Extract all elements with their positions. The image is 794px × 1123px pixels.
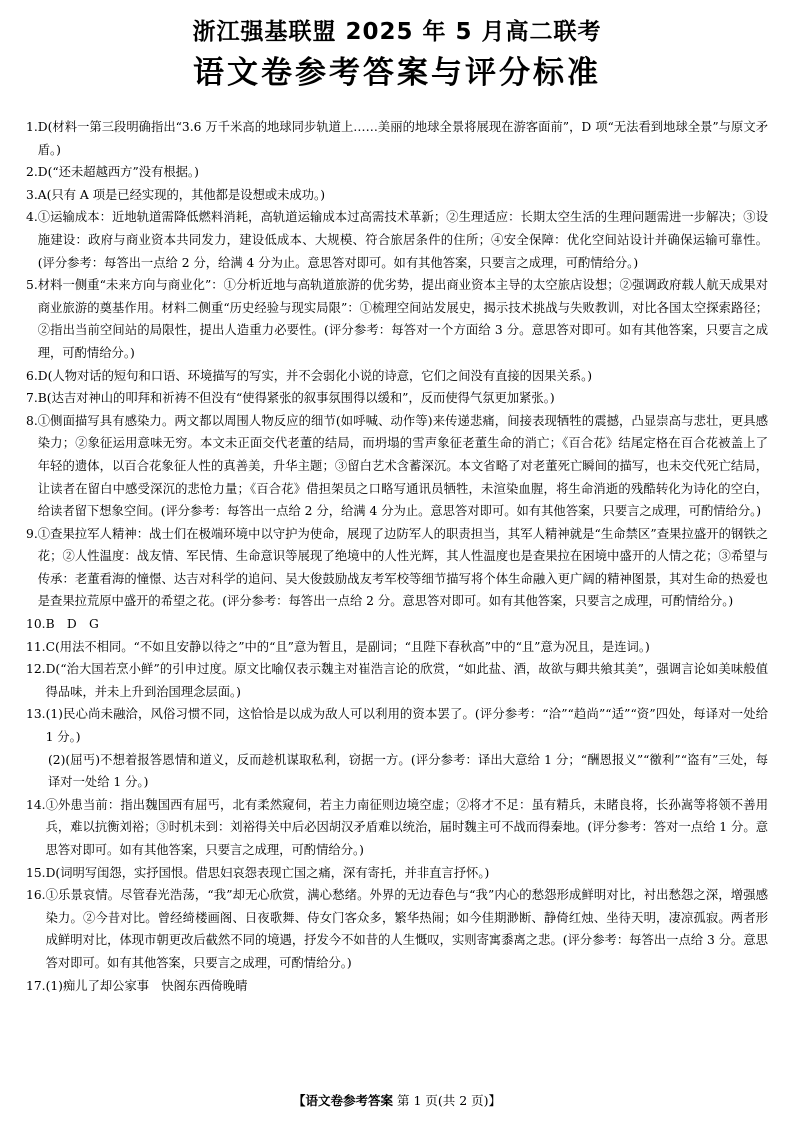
- answer-item: [26, 523, 768, 613]
- item-text: (1)痴儿了却公家事 快阁东西倚晚晴: [45, 978, 248, 993]
- item-number: 15.: [26, 865, 46, 880]
- document-subtitle: 语文卷参考答案与评分标准: [193, 55, 601, 91]
- item-number: 6.: [26, 368, 38, 383]
- page-footer: [0, 1091, 794, 1109]
- footer-page-number: 第 1 页(共 2 页)】: [396, 1093, 502, 1108]
- item-text: (2)(屈丐)不想着报答恩情和道义，反而趁机谋取私利，窃据一方。(评分参考：译出大意给 1 分；“酬恩报义”“徼利”“盗有”三处，每译对一处给 1 分。): [48, 752, 768, 790]
- item-number: 7.: [26, 391, 38, 406]
- item-number: 13.: [26, 707, 46, 722]
- item-number: 16.: [26, 888, 46, 903]
- exam-title: 浙江强基联盟 2025 年 5 月高二联考: [192, 19, 602, 45]
- answer-item: [26, 613, 768, 636]
- answer-list: [26, 116, 768, 997]
- item-number: 4.: [26, 210, 38, 225]
- item-text: D(材料一第三段明确指出“3.6 万千米高的地球同步轨道上……美丽的地球全景将展现在游客面前”，D 项“无法看到地球全景”与原文矛盾。): [37, 120, 768, 157]
- answer-item: [26, 387, 768, 410]
- item-text: ①外患当前：指出魏国西有屈丐，北有柔然窥伺，若主力南征则边境空虚；②将才不足：虽有精兵，未睹良将，长孙嵩等将领不善用兵，难以抗衡刘裕；③时机未到：刘裕得关中后必因胡汉矛盾难以统治，届时魏主可不战而得秦地。(评分参考：答对一点给 1 分。意思答对即可。如有其他答案，只要言之成理，可酌情给分。): [45, 797, 768, 857]
- item-number: 12.: [26, 662, 46, 677]
- item-text: ①查果拉军人精神：战士们在极端环境中以守护为使命，展现了边防军人的职责担当，其军人精神就是“生命禁区”查果拉盛开的钢铁之花；②人性温度：战友情、军民情、生命意识等展现了绝境中的人性光辉，其人性温度也是查果拉在困境中盛开的人情之花；③希望与传承：老董看海的憧憬、达吉对科学的追问、吴大俊鼓励战友考军校等细节描写将个体生命融入更广阔的精神图景，其对生命的热爱也是查果拉荒原中盛开的希望之花。(评分参考：每答出一点给 2 分。意思答对即可。如有其他答案，只要言之成理，可酌情给分。): [37, 526, 768, 609]
- answer-item: [26, 658, 768, 703]
- item-number: 17.: [26, 978, 46, 993]
- item-text: D(人物对话的短句和口语、环境描写的写实，并不会弱化小说的诗意，它们之间没有直接的因果关系。): [37, 368, 593, 383]
- item-number: 5.: [26, 278, 38, 293]
- item-text: D(“治大国若烹小鲜”的引申过度。原文比喻仅表示魏主对崔浩言论的欣赏，“如此盐、酒，故欲与卿共飨其美”，强调言论如美味般值得品味，并未上升到治国理念层面。): [45, 662, 768, 699]
- answer-item: [26, 862, 768, 885]
- answer-item: [26, 410, 768, 523]
- answer-item: [26, 636, 768, 659]
- item-number: 2.: [26, 165, 38, 180]
- answer-item: [26, 884, 768, 974]
- answer-item: [26, 116, 768, 161]
- item-text: D(“还未超越西方”没有根据。): [37, 165, 199, 180]
- item-text: (1)民心尚未融洽，风俗习惯不同，这恰恰是以成为敌人可以利用的资本罢了。(评分参考：“洽”“趋尚”“适”“资”四处，每译对一处给 1 分。): [45, 707, 768, 745]
- answer-subitem: [26, 749, 768, 794]
- item-text: 材料一侧重“未来方向与商业化”：①分析近地与高轨道旅游的优劣势，提出商业资本主导的太空旅店设想；②强调政府载人航天成果对商业旅游的奠基作用。材料二侧重“历史经验与现实局限”：①梳理空间站发展史，揭示技术挑战与失败教训，对比各国太空探索路径；②指出当前空间站的局限性，提出人造重力必要性。(评分参考：每答对一个方面给 3 分。意思答对即可。如有其他答案，只要言之成理，可酌情给分。): [37, 278, 768, 360]
- item-text: B D G: [45, 617, 99, 632]
- footer-label: 【语文卷参考答案: [292, 1093, 393, 1108]
- item-text: B(达吉对神山的叩拜和祈祷不但没有“使得紧张的叙事氛围得以缓和”，反而使得气氛更加紧张。): [37, 391, 555, 406]
- answer-item: [26, 794, 768, 862]
- answer-item: [26, 206, 768, 274]
- answer-item: [26, 184, 768, 207]
- answer-item: [26, 703, 768, 748]
- item-number: 3.: [26, 187, 38, 202]
- item-number: 14.: [26, 797, 46, 812]
- item-text: A(只有 A 项是已经实现的，其他都是设想或未成功。): [37, 187, 325, 202]
- item-text: C(用法不相同。“不如且安静以待之”中的“且”意为暂且，是副词；“且陛下春秋高”中的“且”意为况且，是连词。): [45, 639, 650, 654]
- item-text: ①运输成本：近地轨道需降低燃料消耗，高轨道运输成本过高需技术革新；②生理适应：长期太空生活的生理问题需进一步解决；③设施建设：政府与商业资本共同发力，建设低成本、大规模、符合旅居条件的住所；④安全保障：优化空间站设计并确保运输可靠性。(评分参考：每答出一点给 2 分，给满 4 分为止。意思答对即可。如有其他答案，只要言之成理，可酌情给分。): [37, 210, 768, 270]
- answer-item: [26, 274, 768, 364]
- item-text: ①侧面描写具有感染力。两文都以周围人物反应的细节(如呼喊、动作等)来传递悲痛，间接表现牺牲的震撼，凸显崇高与悲壮，更具感染力；②象征运用意味无穷。本文未正面交代老董的结局，而坍塌的雪声象征老董生命的消亡；《百合花》结尾定格在百合花被盖上了年轻的遗体，以百合花象征人性的真善美，升华主题；③留白艺术含蓄深沉。本文省略了对老董死亡瞬间的描写，也未交代死亡结局，让读者在留白中感受深沉的悲怆力量；《百合花》借担架员之口略写通讯员牺牲，未渲染血腥，将生命消逝的残酷转化为诗化的空白，给读者留下想象空间。(评分参考：每答出一点给 2 分，给满 4 分为止。意思答对即可。如有其他答案，只要言之成理，可酌情给分。): [37, 413, 768, 519]
- item-text: D(词明写闺怨，实抒国恨。借思妇哀怨表现亡国之痛，深有寄托，并非直言抒怀。): [45, 865, 490, 880]
- item-number: 8.: [26, 413, 38, 428]
- answer-item: [26, 975, 768, 998]
- item-text: ①乐景哀情。尽管春光浩荡，“我”却无心欣赏，满心愁绪。外界的无边春色与“我”内心的愁怨形成鲜明对比，衬出愁怨之深，增强感染力。②今昔对比。曾经绮楼画阁、日夜歌舞、侍女门客众多，繁华热闹；如今佳期渺断、静倚红烛、坐待天明，凄凉孤寂。两者形成鲜明对比，体现市朝更改后截然不同的境遇，抒发今不如昔的人生慨叹，实则寄寓黍离之悲。(评分参考：每答出一点给 3 分。意思答对即可。如有其他答案，只要言之成理，可酌情给分。): [45, 888, 768, 970]
- item-number: 1.: [26, 120, 38, 134]
- item-number: 11.: [26, 639, 46, 654]
- item-number: 10.: [26, 617, 46, 632]
- answer-item: [26, 161, 768, 184]
- item-number: 9.: [26, 526, 38, 541]
- answer-item: [26, 365, 768, 388]
